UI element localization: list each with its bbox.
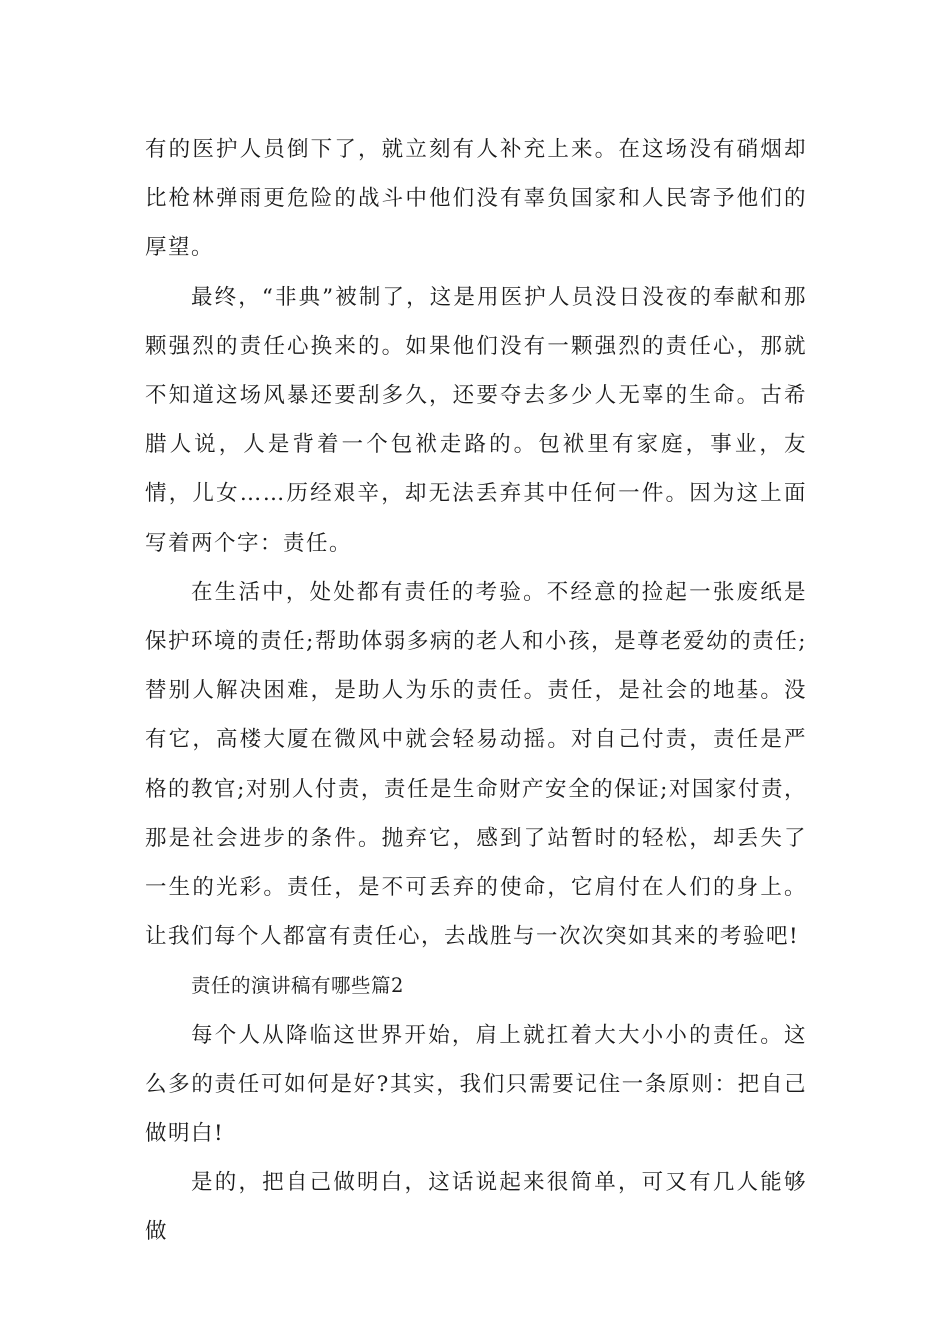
document-body	[145, 125, 807, 1257]
section-heading: 责任的演讲稿有哪些篇2	[191, 974, 404, 998]
paragraph-1: 有的医护人员倒下了，就立刻有人补充上来。在这场没有硝烟却比枪林弹雨更危险的战斗中他们没有辜负国家和人民寄予他们的厚望。	[145, 137, 807, 261]
paragraph-5: 是的，把自己做明白，这话说起来很简单，可又有几人能够做	[145, 1170, 807, 1245]
paragraph-3: 在生活中，处处都有责任的考验。不经意的捡起一张废纸是保护环境的责任;帮助体弱多病的老人和小孩，是尊老爱幼的责任;替别人解决困难，是助人为乐的责任。责任，是社会的地基。没有它，高楼大厦在微风中就会轻易动摇。对自己付责，责任是严格的教官;对别人付责，责任是生命财产安全的保证;对国家付责，那是社会进步的条件。抛弃它，感到了站暂时的轻松，却丢失了一生的光彩。责任，是不可丢弃的使命，它肩付在人们的身上。让我们每个人都富有责任心，去战胜与一次次突如其来的考验吧!	[145, 579, 807, 950]
paragraph-4: 每个人从降临这世界开始，肩上就扛着大大小小的责任。这么多的责任可如何是好?其实，我们只需要记住一条原则：把自己做明白!	[145, 1022, 807, 1147]
paragraph-2: 最终，“非典”被制了，这是用医护人员没日没夜的奉献和那颗强烈的责任心换来的。如果他们没有一颗强烈的责任心，那就不知道这场风暴还要刮多久，还要夺去多少人无辜的生命。古希腊人说，人是背着一个包袱走路的。包袱里有家庭，事业，友情，儿女……历经艰辛，却无法丢弃其中任何一件。因为这上面写着两个字：责任。	[145, 284, 807, 556]
